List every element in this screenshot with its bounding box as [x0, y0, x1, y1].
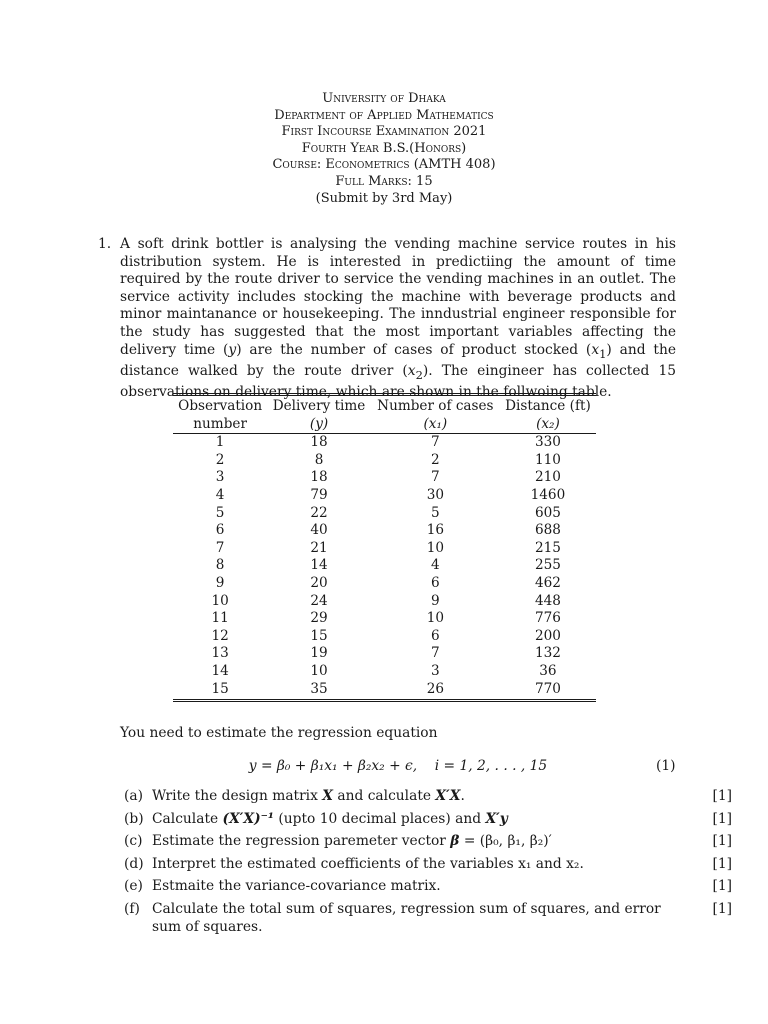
col-header: Observation: [173, 395, 267, 416]
table-row: [173, 593, 596, 611]
table-cell: 12: [211, 627, 229, 644]
table-cell: 5: [431, 504, 440, 521]
full-marks: Full Marks: 15: [335, 173, 433, 189]
part-text-pre: Estmaite the variance-covariance matrix.: [152, 878, 441, 895]
col-header: number: [173, 416, 267, 434]
table-cell: 9: [215, 574, 225, 591]
table-cell: 776: [534, 610, 561, 627]
table-cell: 30: [426, 486, 444, 503]
part-text-mid: and calculate: [332, 788, 436, 804]
table-cell: 5: [215, 504, 225, 521]
x2-subscript: 2: [415, 367, 423, 382]
part-mark: [1]: [712, 833, 732, 850]
table-row: [173, 663, 596, 681]
table-cell: 605: [534, 504, 561, 521]
table-header-row: [173, 395, 596, 416]
part-label: (c): [124, 833, 143, 850]
table-row: [173, 434, 596, 452]
table-cell: 19: [310, 645, 328, 662]
part-mark: [1]: [712, 855, 732, 872]
course-name: Course: Econometrics (AMTH 408): [272, 157, 496, 173]
table-cell: 7: [431, 645, 440, 662]
equation-number: (1): [656, 758, 676, 774]
table-row: [173, 522, 596, 540]
part-text-pre: Calculate the total sum of squares, regression sum of squares, and error sum of squares.: [152, 900, 661, 935]
part-mark: [1]: [712, 810, 732, 827]
table-cell: 79: [310, 486, 328, 503]
part-text-pre: Interpret the estimated coefficients of the variables: [152, 855, 519, 872]
part-text-mid: x₁ and x₂.: [518, 855, 584, 872]
part-math-bold: β: [450, 833, 460, 850]
part-text: [152, 856, 672, 874]
table-cell: 11: [211, 610, 229, 627]
part-label: (b): [124, 810, 144, 827]
part-math-bold: X′y: [485, 810, 508, 827]
table-cell: 3: [215, 469, 225, 486]
table-cell: 210: [534, 469, 561, 486]
table-cell: 7: [431, 434, 440, 451]
observations-table: [173, 393, 596, 702]
table-cell: 255: [534, 557, 561, 574]
part-text-pre: Write the design matrix: [152, 788, 323, 804]
table-row: [173, 469, 596, 487]
intro-text: You need to estimate the regression equation: [120, 725, 438, 741]
table-cell: 14: [310, 557, 328, 574]
table-cell: 7: [215, 539, 225, 556]
table-cell: 6: [431, 627, 440, 644]
regression-equation: [120, 758, 676, 774]
x1-subscript: 1: [599, 346, 607, 361]
table-cell: 13: [211, 645, 229, 662]
question-text-part: ) and the distance walked by the route driver (: [120, 341, 676, 379]
table-cell: 688: [534, 522, 561, 539]
table-row: [173, 452, 596, 470]
equation-lhs: y = β₀ + β₁x₁ + β₂x₂ + ϵ,: [248, 758, 418, 774]
table-row: [173, 540, 596, 558]
part-label: (d): [124, 855, 144, 872]
table-cell: 9: [431, 592, 440, 609]
part-mark: [1]: [712, 788, 732, 804]
part-text-pre: Calculate: [152, 810, 223, 827]
table-cell: 1460: [530, 486, 566, 503]
question-text-part: A soft drink bottler is analysing the vending machine service routes in his distribution system. He is interested in predictiing the amount of time required by the route driver to service the vending machines in an outlet. The service activity includes stocking the machine with beverage products and minor maintanance or housekeeping. The inndustrial engineer responsible for the study has suggested that the most important variables affecting the delivery time (: [120, 236, 676, 358]
table-cell: 10: [211, 592, 229, 609]
table-row: [173, 487, 596, 505]
part-text-post: .: [460, 788, 465, 804]
table-cell: 8: [215, 557, 225, 574]
equation-rhs: i = 1, 2, . . . , 15: [434, 758, 548, 774]
part-math-bold: (X′X)⁻¹: [222, 810, 274, 827]
table-cell: 2: [431, 451, 440, 468]
table-body: [173, 434, 596, 701]
table-cell: 132: [534, 645, 561, 662]
table-row: [173, 645, 596, 663]
university-name: University of Dhaka: [322, 91, 446, 106]
department-name: Department of Applied Mathematics: [274, 107, 494, 123]
table-cell: 448: [534, 592, 561, 609]
col-header: Distance (ft): [500, 395, 596, 416]
table-cell: 26: [371, 681, 500, 701]
table-row: [173, 628, 596, 646]
part-text-mid: (upto 10 decimal places) and: [273, 810, 486, 827]
table-cell: 110: [534, 451, 561, 468]
table-cell: 14: [211, 662, 229, 679]
question-text-part: ) are the number of cases of product stocked (: [236, 341, 592, 358]
table-cell: 40: [310, 522, 328, 539]
part-text: [152, 878, 672, 896]
table-cell: 10: [426, 610, 444, 627]
table-cell: 36: [539, 662, 557, 679]
table-cell: 21: [310, 539, 328, 556]
table-cell: 770: [500, 681, 596, 701]
question-part: [120, 833, 732, 851]
exam-name: First Incourse Examination 2021: [281, 124, 487, 140]
table-cell: 20: [310, 574, 328, 591]
part-text: [152, 811, 672, 829]
table-cell: 462: [534, 574, 561, 591]
col-header: (y): [267, 416, 371, 434]
question-part: [120, 856, 732, 874]
part-math-bold: X: [322, 788, 333, 804]
table-cell: 15: [310, 627, 328, 644]
table-cell: 200: [534, 627, 561, 644]
table-row: [173, 557, 596, 575]
table-cell: 10: [426, 539, 444, 556]
part-text: [152, 901, 672, 936]
question-text: [120, 236, 676, 402]
part-mark: [1]: [712, 878, 732, 895]
table-cell: 215: [534, 539, 561, 556]
part-label: (a): [124, 788, 143, 804]
part-math-bold: X′X: [435, 788, 461, 804]
part-mark: [1]: [712, 900, 732, 917]
table-cell: 6: [215, 522, 225, 539]
table-row: [173, 505, 596, 523]
table-cell: 29: [310, 610, 328, 627]
question-part: [120, 901, 732, 936]
table-row: [173, 575, 596, 593]
col-header: Number of cases: [371, 395, 500, 416]
part-text-pre: Estimate the regression paremeter vector: [152, 833, 451, 850]
col-header: (x₁): [371, 416, 500, 434]
table-cell: 8: [314, 451, 324, 468]
part-text-mid: = (β₀, β₁, β₂)′: [459, 833, 552, 850]
question-part: [120, 878, 732, 896]
table-cell: 6: [431, 574, 440, 591]
table-cell: 4: [431, 557, 440, 574]
question-part: [120, 788, 732, 806]
question-number: 1.: [98, 236, 112, 252]
table-header-row: [173, 416, 596, 434]
table-cell: 2: [215, 451, 225, 468]
table-cell: 16: [426, 522, 444, 539]
table-cell: 18: [310, 434, 328, 451]
table-cell: 1: [215, 434, 225, 451]
part-text: [152, 833, 672, 851]
table-row: [173, 610, 596, 628]
year-name: Fourth Year B.S.(Honors): [301, 140, 467, 156]
x2-symbol: x: [407, 362, 416, 379]
col-header: Delivery time: [267, 395, 371, 416]
part-text: [152, 788, 672, 806]
table-cell: 15: [173, 681, 267, 701]
table-cell: 3: [431, 662, 440, 679]
question-parts: [120, 788, 732, 941]
table-cell: 22: [310, 504, 328, 521]
table-cell: 35: [267, 681, 371, 701]
table-row: [173, 681, 596, 701]
question-text-part: ). The eingineer has collected 15 observations on delivery time, which are shown in the follwoing table.: [120, 362, 676, 401]
exam-header: [0, 91, 768, 207]
table-cell: 7: [431, 469, 440, 486]
table-cell: 24: [310, 592, 328, 609]
part-label: (e): [124, 878, 143, 895]
table-cell: 10: [310, 662, 328, 679]
y-symbol: y: [228, 341, 237, 358]
table-cell: 4: [215, 486, 225, 503]
question-part: [120, 811, 732, 829]
table-cell: 18: [310, 469, 328, 486]
col-header: (x₂): [500, 416, 596, 434]
part-label: (f): [124, 900, 140, 917]
submit-date: (Submit by 3rd May): [315, 190, 453, 206]
x1-symbol: x: [591, 341, 600, 358]
table-cell: 330: [534, 434, 561, 451]
